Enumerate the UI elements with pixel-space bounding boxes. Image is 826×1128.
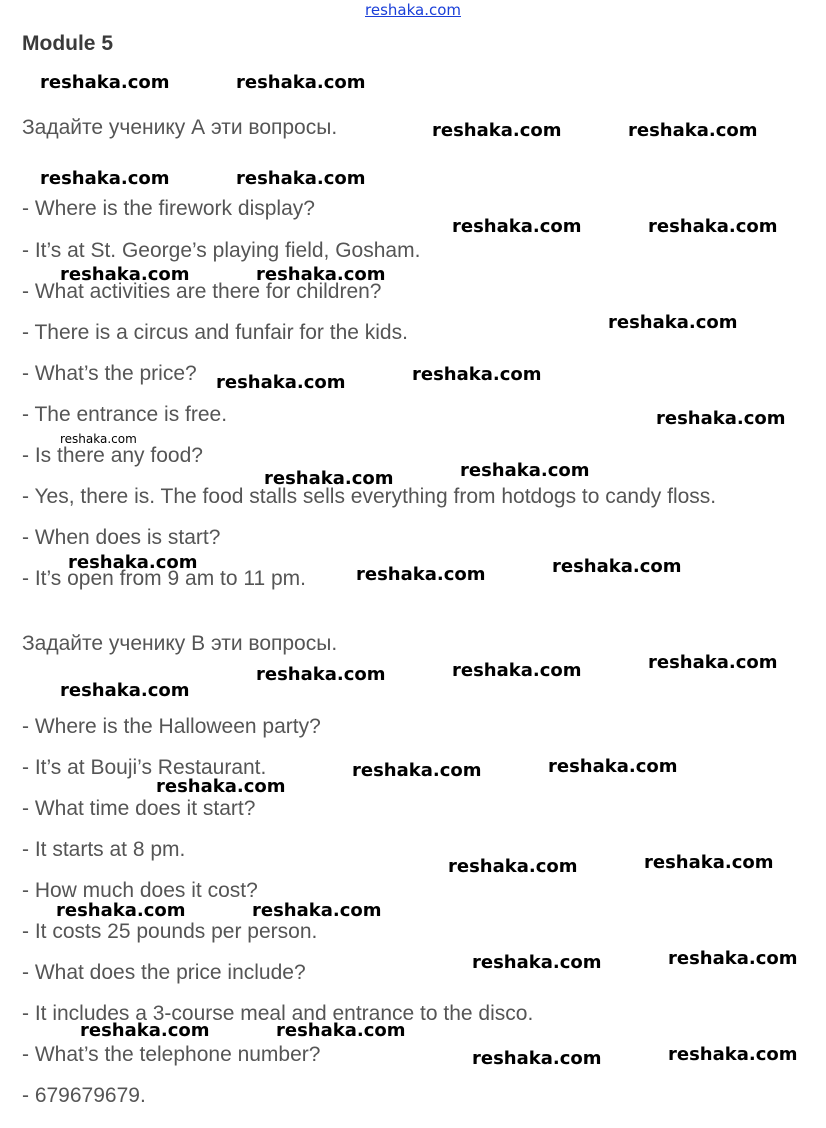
dialogue-line: - Where is the firework display? (22, 197, 315, 220)
watermark: reshaka.com (644, 852, 774, 873)
watermark: reshaka.com (668, 948, 798, 969)
watermark: reshaka.com (256, 664, 386, 685)
watermark: reshaka.com (552, 556, 682, 577)
dialogue-line: - There is a circus and funfair for the kids. (22, 321, 408, 344)
dialogue-line: - It’s open from 9 am to 11 pm. (22, 567, 307, 590)
watermark: reshaka.com (548, 756, 678, 777)
dialogue-line: - The entrance is free. (22, 403, 228, 426)
watermark: reshaka.com (60, 680, 190, 701)
watermark: reshaka.com (412, 364, 542, 385)
dialogue-line: - 679679679. (22, 1084, 146, 1107)
dialogue-line: - What’s the price? (22, 362, 197, 385)
watermark: reshaka.com (56, 900, 186, 921)
dialogue-line: - It’s at St. George’s playing field, Gosham. (22, 239, 421, 262)
watermark: reshaka.com (252, 900, 382, 921)
watermark: reshaka.com (448, 856, 578, 877)
watermark: reshaka.com (452, 660, 582, 681)
watermark: reshaka.com (156, 776, 286, 797)
dialogue-line: - Is there any food? (22, 444, 203, 467)
watermark: reshaka.com (668, 1044, 798, 1065)
watermark: reshaka.com (276, 1020, 406, 1041)
watermark: reshaka.com (472, 1048, 602, 1069)
module-title: Module 5 (22, 32, 114, 55)
dialogue-line: - It’s at Bouji’s Restaurant. (22, 756, 267, 779)
section-a-heading: Задайте ученику А эти вопросы. (22, 116, 338, 139)
dialogue-line: - Where is the Halloween party? (22, 715, 321, 738)
watermark: reshaka.com (352, 760, 482, 781)
watermark: reshaka.com (648, 216, 778, 237)
dialogue-line: - What time does it start? (22, 797, 256, 820)
watermark: reshaka.com (216, 372, 346, 393)
watermark: reshaka.com (648, 652, 778, 673)
watermark: reshaka.com (656, 408, 786, 429)
watermark: reshaka.com (608, 312, 738, 333)
dialogue-line: - What does the price include? (22, 961, 306, 984)
dialogue-line: - When does is start? (22, 526, 221, 549)
dialogue-line: - It starts at 8 pm. (22, 838, 186, 861)
dialogue-line: - It costs 25 pounds per person. (22, 920, 318, 943)
watermark: reshaka.com (236, 72, 366, 93)
watermark: reshaka.com (236, 168, 366, 189)
dialogue-line: - Yes, there is. The food stalls sells everything from hotdogs to candy floss. (22, 485, 717, 508)
watermark: reshaka.com (452, 216, 582, 237)
dialogue-line: - What’s the telephone number? (22, 1043, 321, 1066)
dialogue-line: - How much does it cost? (22, 879, 258, 902)
dialogue-line: - What activities are there for children? (22, 280, 382, 303)
watermark: reshaka.com (356, 564, 486, 585)
watermark: reshaka.com (68, 552, 198, 573)
watermark: reshaka.com (60, 432, 137, 446)
watermark: reshaka.com (628, 120, 758, 141)
watermark: reshaka.com (264, 468, 394, 489)
watermark: reshaka.com (40, 168, 170, 189)
watermark: reshaka.com (60, 264, 190, 285)
watermark: reshaka.com (460, 460, 590, 481)
dialogue-line: - It includes a 3-course meal and entrance to the disco. (22, 1002, 534, 1025)
watermark: reshaka.com (40, 72, 170, 93)
site-header-link[interactable]: reshaka.com (365, 1, 461, 19)
section-b-heading: Задайте ученику В эти вопросы. (22, 632, 338, 655)
watermark: reshaka.com (432, 120, 562, 141)
watermark: reshaka.com (80, 1020, 210, 1041)
watermark: reshaka.com (472, 952, 602, 973)
watermark: reshaka.com (256, 264, 386, 285)
